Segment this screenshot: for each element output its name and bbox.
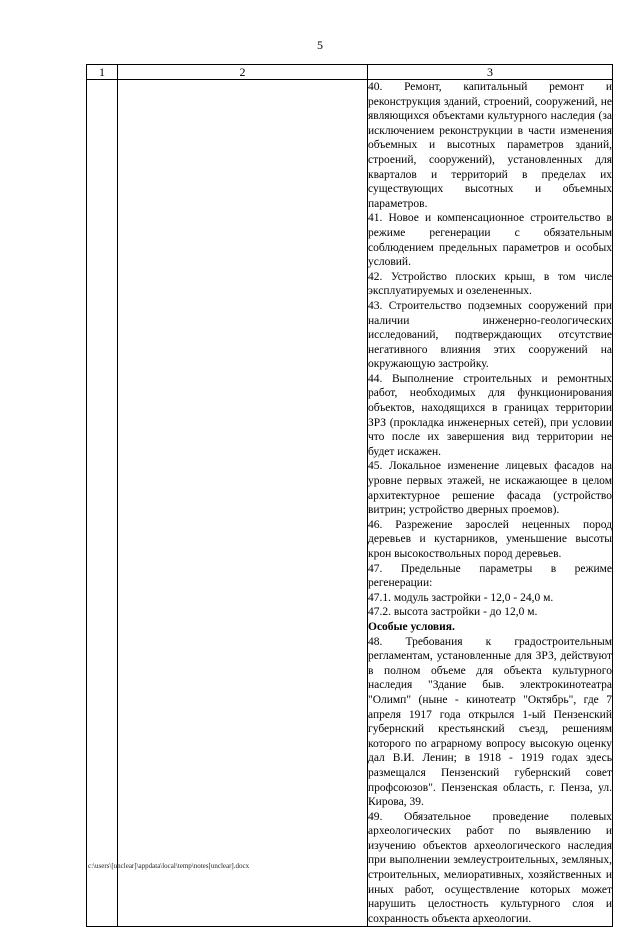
regulation-paragraph: 46. Разрежение зарослей неценных пород деревьев и кустарников, уменьшение высоты крон высокоствольных пород деревьев. — [368, 518, 612, 560]
regulation-paragraph: 47.2. высота застройки - до 12,0 м. — [368, 606, 538, 619]
regulation-paragraph: 42. Устройство плоских крыш, в том числе эксплуатируемых и озелененных. — [368, 270, 612, 298]
column-header-2: 2 — [118, 65, 368, 80]
regulation-paragraph: 40. Ремонт, капитальный ремонт и реконструкция зданий, строений, сооружений, не являющихся объектами культурного наследия (за исключением реконструкции в части изменения объемных и высотных параметров зданий, строений, сооружений), установленных для кварталов и территорий в пределах их существующих высотных и объемных параметров. — [368, 81, 612, 210]
regulation-paragraph: 49. Обязательное проведение полевых археологических работ по выявлению и изучению объектов археологического наследия при выполнении землеустроительных, земляных, строительных, мелиоративных, хозяйственных и иных работ, осуществление которых может нарушить целостность культурного слоя и сохранность объекта археологии. — [368, 810, 612, 925]
regulation-paragraph: 43. Строительство подземных сооружений при наличии инженерно-геологических исследований, подтверждающих отсутствие негативного влияния этих сооружений на окружающую застройку. — [368, 299, 612, 371]
regulation-paragraph: 45. Локальное изменение лицевых фасадов на уровне первых этажей, не искажающее в целом архитектурное решение фасада (устройство витрин; устройство дверных проемов). — [368, 460, 612, 517]
page-number: 5 — [317, 38, 323, 52]
table-cell-column-1 — [87, 80, 118, 927]
table-header-row — [87, 65, 613, 80]
regulation-paragraph: 48. Требования к градостроительным регламентам, установленные для ЗРЗ, действуют в полном объеме для объекта культурного наследия "Здание быв. электрокинотеатра "Олимп" (ныне - кинотеатр "Октябрь", где 7 апреля 1917 года открылся 1-ый Пензенский губернский крестьянский съезд, решениям которого по аграрному вопросу высокую оценку дал В.И. Ленин; в 1918 - 1919 годах здесь размещался Пензенский губернский совет профсоюзов". Пензенская область, г. Пенза, ул. Кирова, 39. — [368, 635, 612, 809]
regulation-paragraph: 41. Новое и компенсационное строительство в режиме регенерации с обязательным соблюдением предельных параметров и особых условий. — [368, 212, 612, 269]
footer-file-path: c:\users\[unclear]\appdata\local\temp\notes[unclear].docx — [88, 862, 250, 870]
table-row — [87, 80, 613, 927]
regulations-table — [86, 64, 613, 927]
table-cell-column-3 — [368, 80, 613, 927]
column-header-3: 3 — [368, 65, 613, 80]
section-heading: Особые условия. — [368, 620, 455, 633]
regulation-paragraph: 44. Выполнение строительных и ремонтных работ, необходимых для функционирования объектов, находящихся в границах территории ЗРЗ (прокладка инженерных сетей), при условии что после их завершения вид территории не будет искажен. — [368, 372, 612, 458]
regulation-paragraph: 47. Предельные параметры в режиме регенерации: — [368, 562, 612, 590]
table-cell-column-2 — [118, 80, 368, 927]
regulation-paragraph: 47.1. модуль застройки - 12,0 - 24,0 м. — [368, 591, 554, 604]
column-header-1: 1 — [87, 65, 118, 80]
